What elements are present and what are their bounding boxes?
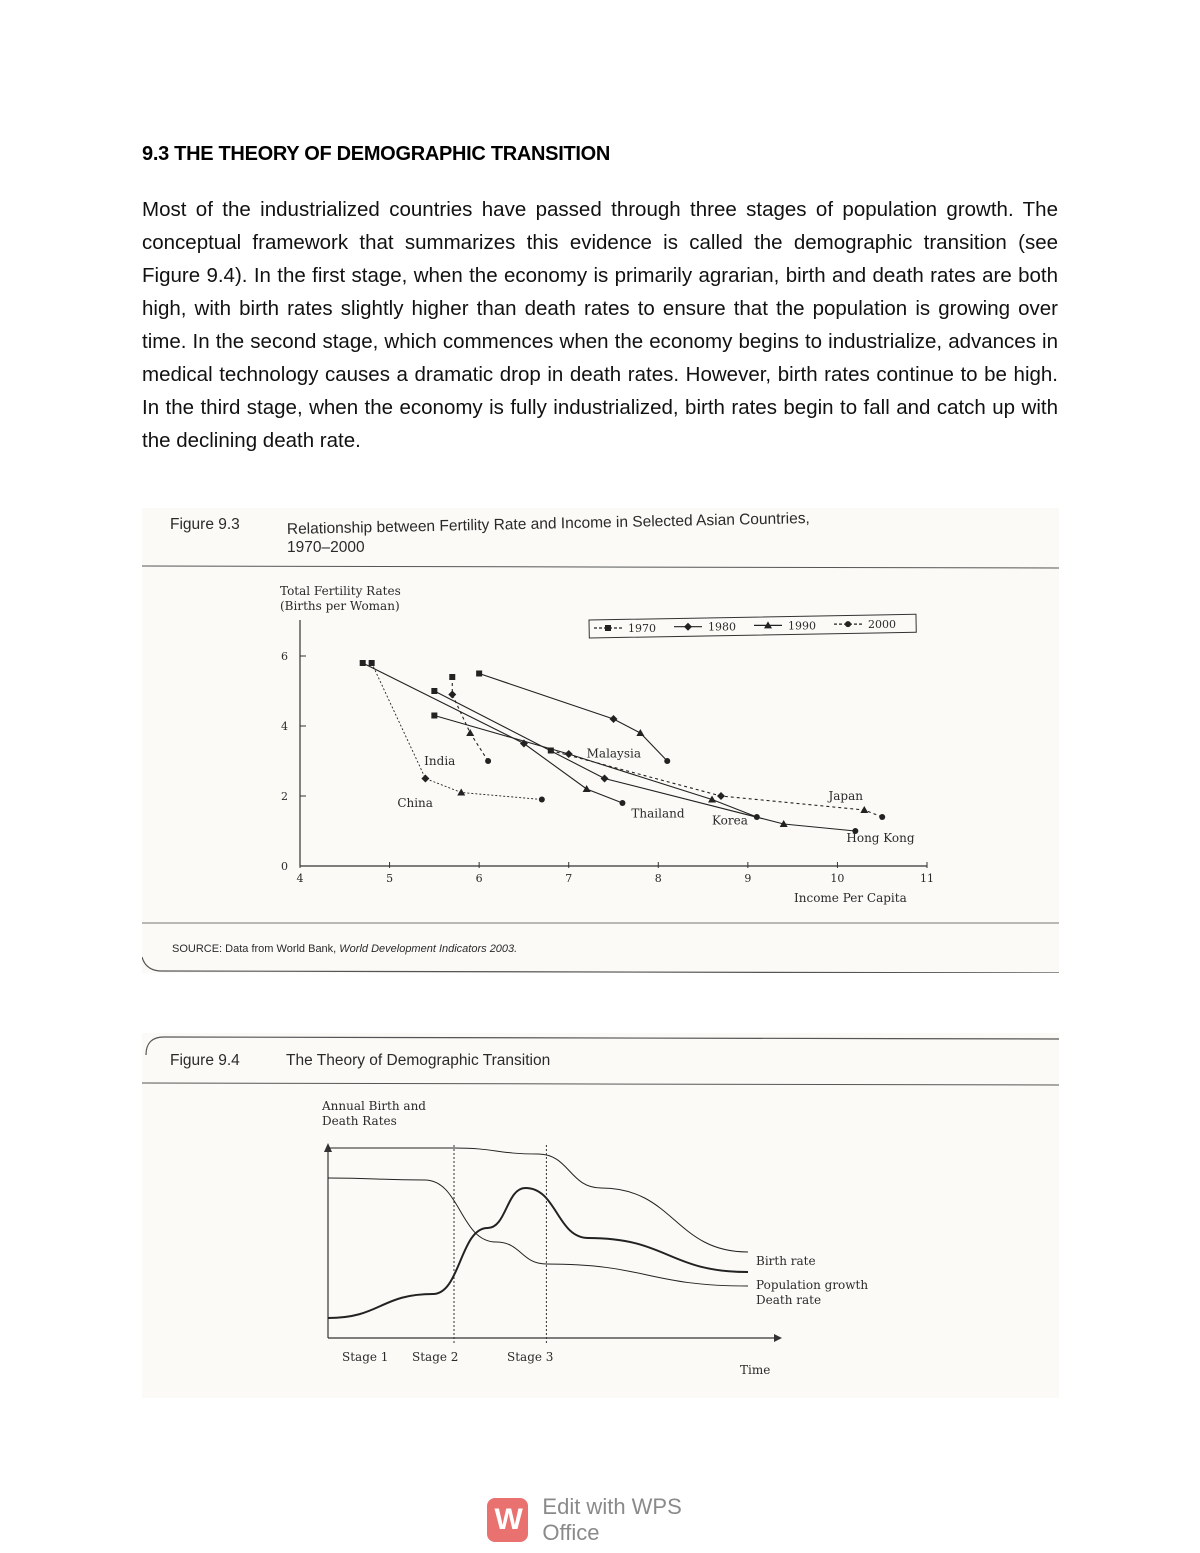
data-point-triangle: [466, 729, 474, 736]
data-point-triangle: [583, 785, 591, 792]
country-label: China: [397, 796, 433, 810]
series-label: Death rate: [756, 1293, 822, 1307]
legend-label: 2000: [868, 618, 896, 632]
data-point-diamond: [448, 691, 456, 699]
figure-number: Figure 9.3: [170, 516, 240, 533]
curve-death-rate: [328, 1178, 748, 1286]
x-axis-arrow-icon: [774, 1334, 782, 1342]
data-point-square: [369, 660, 375, 666]
x-tick-label: 10: [830, 872, 845, 885]
country-label: Korea: [712, 813, 748, 828]
country-label: Thailand: [631, 806, 685, 821]
wps-edit-badge[interactable]: [487, 1494, 733, 1545]
curve-birth-rate: [328, 1148, 748, 1252]
x-tick-label: 4: [296, 872, 304, 885]
figure-title-line2: 1970–2000: [287, 539, 365, 556]
y-tick-label: 4: [281, 720, 288, 733]
data-point-square: [476, 671, 482, 677]
wps-edit-text: Edit with WPS Office: [542, 1494, 682, 1545]
series-line-india: [452, 677, 488, 761]
fertility-income-chart: [142, 508, 1059, 973]
country-label: Hong Kong: [846, 831, 915, 845]
figure-title-line1: Relationship between Fertility Rate and Income in Selected Asian Countries,: [286, 510, 810, 538]
series-line-thailand: [363, 663, 623, 803]
data-point-triangle: [636, 729, 644, 736]
figure-source: SOURCE: Data from World Bank, World Development Indicators 2003.: [172, 943, 518, 955]
legend-marker: [605, 625, 611, 631]
data-point-square: [449, 674, 455, 680]
stage-label: Stage 2: [412, 1350, 459, 1364]
data-point-diamond: [565, 750, 573, 758]
y-axis-label-line1: Total Fertility Rates: [280, 584, 401, 598]
x-axis-label: Time: [740, 1363, 771, 1377]
figure-header-rule: [142, 566, 1059, 568]
data-point-diamond: [421, 775, 429, 783]
country-labels: [397, 747, 915, 846]
legend-label: 1990: [788, 619, 816, 633]
y-tick-label: 0: [281, 860, 288, 873]
y-axis-label-line1: Annual Birth and: [322, 1099, 426, 1113]
figure-9-4: [142, 1033, 1059, 1398]
series-label: Population growth: [756, 1278, 869, 1292]
data-point-diamond: [601, 775, 609, 783]
data-point-circle: [485, 758, 491, 764]
y-tick-label: 6: [281, 650, 288, 663]
demographic-transition-chart: [142, 1033, 1059, 1398]
country-label: Japan: [828, 789, 864, 803]
figure-title: The Theory of Demographic Transition: [286, 1052, 551, 1069]
wps-logo-icon: W: [487, 1498, 528, 1542]
chart-series: [328, 1148, 748, 1318]
figure-header-rule: [142, 1083, 1059, 1085]
data-point-square: [360, 660, 366, 666]
chart-legend: [589, 614, 916, 638]
x-tick-label: 6: [475, 872, 483, 885]
data-point-circle: [539, 797, 545, 803]
legend-label: 1980: [708, 620, 736, 634]
y-axis-label-line2: (Births per Woman): [280, 599, 400, 613]
figure-bottom-border: [142, 957, 1059, 973]
country-label: Malaysia: [586, 746, 642, 761]
figure-top-border: [146, 1037, 1059, 1055]
data-point-square: [431, 713, 437, 719]
data-point-diamond: [610, 715, 618, 723]
legend-label: 1970: [628, 622, 656, 635]
y-tick-label: 2: [281, 790, 288, 803]
stage-label: Stage 3: [507, 1350, 554, 1364]
section-heading: 9.3 THE THEORY OF DEMOGRAPHIC TRANSITION: [142, 143, 611, 165]
x-tick-label: 9: [744, 872, 752, 885]
curve-population-growth: [328, 1188, 748, 1318]
legend-marker: [845, 621, 851, 627]
data-point-triangle: [860, 806, 868, 813]
x-tick-label: 7: [565, 872, 573, 885]
stage-label: Stage 1: [342, 1350, 389, 1364]
legend-marker: [684, 623, 692, 631]
country-label: India: [424, 754, 456, 768]
figure-number: Figure 9.4: [170, 1052, 240, 1069]
data-point-diamond: [717, 792, 725, 800]
data-point-circle: [879, 814, 885, 820]
series-line-china: [372, 663, 542, 800]
x-tick-label: 5: [386, 872, 394, 885]
chart-labels: [342, 1254, 868, 1364]
figure-9-3: [142, 508, 1059, 973]
data-point-square: [431, 688, 437, 694]
x-axis-label: Income Per Capita: [794, 891, 907, 905]
data-point-circle: [619, 800, 625, 806]
data-point-triangle: [457, 789, 465, 796]
chart-axes: [324, 1143, 782, 1343]
x-tick-label: 8: [654, 872, 662, 885]
series-label: Birth rate: [756, 1254, 816, 1268]
data-point-circle: [664, 758, 670, 764]
body-paragraph: Most of the industrialized countries have passed through three stages of population growth. The conceptual framework that summarizes this evidence is called the demographic transition (see Figure 9.4). In the first stage, when the economy is primarily agrarian, birth and death rates are both high, with birth rates slightly higher than death rates to ensure that the population is growing over time. In the second stage, which commences when the economy begins to industrialize, advances in medical technology causes a dramatic drop in death rates. However, birth rates continue to be high. In the third stage, when the economy is fully industrialized, birth rates begin to fall and catch up with the declining death rate.: [142, 198, 1058, 452]
x-tick-label: 11: [920, 872, 934, 885]
y-axis-label-line2: Death Rates: [322, 1114, 397, 1128]
